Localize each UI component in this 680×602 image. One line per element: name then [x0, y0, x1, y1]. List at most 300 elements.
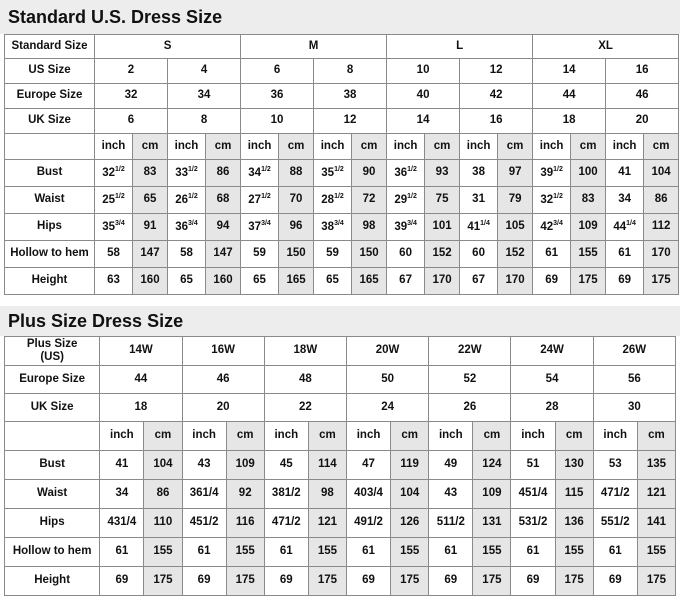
- inch-whole: 60: [399, 247, 412, 260]
- cm-value: 72: [352, 187, 387, 214]
- inch-fraction: 1/4: [626, 219, 636, 227]
- size-group-header-row: [5, 35, 679, 59]
- unit-inch-header: inch: [511, 422, 555, 451]
- inch-fraction: 3/4: [334, 219, 344, 227]
- inch-whole: 61: [618, 247, 631, 260]
- row-label-line: Plus Size: [26, 337, 78, 350]
- size-value: 34: [168, 84, 241, 109]
- row-label: Hollow to hem: [5, 538, 100, 567]
- inch-whole: 67: [472, 274, 485, 287]
- cm-value: 147: [206, 241, 241, 268]
- unit-inch-header: inch: [182, 422, 226, 451]
- size-value: 14: [533, 59, 606, 84]
- inch-value: 403/4: [346, 480, 390, 509]
- inch-whole: 39: [394, 220, 408, 233]
- unit-cm-header: cm: [555, 422, 593, 451]
- cm-value: 155: [226, 538, 264, 567]
- unit-inch-header: inch: [387, 134, 425, 160]
- cm-value: 100: [571, 160, 606, 187]
- row-label: UK Size: [5, 109, 95, 134]
- inch-whole: 28: [321, 193, 335, 206]
- inch-whole: 63: [107, 274, 120, 287]
- unit-inch-header: inch: [593, 422, 637, 451]
- cm-value: 98: [352, 214, 387, 241]
- cm-value: 155: [555, 538, 593, 567]
- cm-value: 93: [425, 160, 460, 187]
- size-value: 2: [95, 59, 168, 84]
- inch-value: [460, 160, 498, 187]
- inch-fraction: 1/4: [480, 219, 490, 227]
- inch-value: 69: [593, 567, 637, 596]
- inch-value: 471/2: [593, 480, 637, 509]
- cm-value: 83: [133, 160, 168, 187]
- inch-value: [606, 241, 644, 268]
- inch-fraction: 1/2: [407, 165, 417, 173]
- inch-value: [606, 268, 644, 295]
- inch-value: 381/2: [264, 480, 308, 509]
- cm-value: 91: [133, 214, 168, 241]
- inch-value: [168, 160, 206, 187]
- unit-cm-header: cm: [226, 422, 264, 451]
- inch-whole: 69: [618, 274, 631, 287]
- inch-value: 451/2: [182, 509, 226, 538]
- size-value: 28: [511, 394, 593, 422]
- inch-value: [241, 241, 279, 268]
- inch-whole: 41: [467, 220, 481, 233]
- measurement-row: [5, 268, 679, 295]
- measurement-row: [5, 509, 676, 538]
- inch-value: [314, 241, 352, 268]
- inch-whole: 37: [248, 220, 262, 233]
- cm-value: 165: [279, 268, 314, 295]
- inch-value: [241, 187, 279, 214]
- cm-value: 65: [133, 187, 168, 214]
- cm-value: 115: [555, 480, 593, 509]
- size-value: 10: [241, 109, 314, 134]
- inch-value: 53: [593, 451, 637, 480]
- size-value: 46: [182, 366, 264, 394]
- row-label: Bust: [5, 160, 95, 187]
- row-label: Height: [5, 567, 100, 596]
- measurement-row: [5, 538, 676, 567]
- inch-value: [95, 214, 133, 241]
- cm-value: 83: [571, 187, 606, 214]
- cm-value: 86: [206, 160, 241, 187]
- cm-value: 121: [308, 509, 346, 538]
- inch-value: 45: [264, 451, 308, 480]
- unit-cm-header: cm: [308, 422, 346, 451]
- inch-value: 69: [100, 567, 144, 596]
- unit-cm-header: cm: [571, 134, 606, 160]
- cm-value: 175: [391, 567, 429, 596]
- cm-value: 109: [473, 480, 511, 509]
- inch-fraction: 1/2: [334, 192, 344, 200]
- size-value: 54: [511, 366, 593, 394]
- inch-value: 61: [100, 538, 144, 567]
- measurement-row: [5, 241, 679, 268]
- inch-value: [387, 241, 425, 268]
- inch-value: [168, 214, 206, 241]
- row-label: Hips: [5, 509, 100, 538]
- row-label: Height: [5, 268, 95, 295]
- measurement-row: [5, 480, 676, 509]
- cm-value: 105: [498, 214, 533, 241]
- row-label-line: (US): [40, 351, 64, 363]
- inch-whole: 32: [102, 166, 116, 179]
- size-value: 8: [314, 59, 387, 84]
- cm-value: 86: [144, 480, 182, 509]
- inch-value: [533, 268, 571, 295]
- plus-size-header-row: [5, 337, 676, 366]
- inch-value: [606, 214, 644, 241]
- cm-value: 88: [279, 160, 314, 187]
- row-label: Bust: [5, 451, 100, 480]
- size-value: 18: [100, 394, 182, 422]
- inch-whole: 32: [540, 193, 554, 206]
- inch-whole: 26: [175, 193, 189, 206]
- unit-inch-header: inch: [533, 134, 571, 160]
- cm-value: 110: [144, 509, 182, 538]
- cm-value: 155: [571, 241, 606, 268]
- inch-whole: 38: [472, 166, 485, 179]
- inch-whole: 27: [248, 193, 262, 206]
- inch-whole: 41: [618, 166, 631, 179]
- plus-size-24w: 24W: [511, 337, 593, 366]
- unit-cm-header: cm: [391, 422, 429, 451]
- cm-value: 104: [144, 451, 182, 480]
- unit-inch-header: inch: [264, 422, 308, 451]
- cm-value: 175: [555, 567, 593, 596]
- size-value: 6: [95, 109, 168, 134]
- inch-value: [533, 241, 571, 268]
- row-label: Europe Size: [5, 84, 95, 109]
- inch-value: [314, 214, 352, 241]
- inch-fraction: 1/2: [261, 165, 271, 173]
- size-value: 12: [314, 109, 387, 134]
- inch-whole: 33: [175, 166, 189, 179]
- unit-inch-header: inch: [100, 422, 144, 451]
- row-label-empty: [5, 422, 100, 451]
- row-label: [5, 337, 100, 366]
- size-value: 12: [460, 59, 533, 84]
- unit-cm-header: cm: [144, 422, 182, 451]
- cm-value: 112: [644, 214, 679, 241]
- cm-value: 155: [391, 538, 429, 567]
- size-value: 20: [606, 109, 679, 134]
- inch-value: 69: [182, 567, 226, 596]
- cm-value: 141: [637, 509, 675, 538]
- cm-value: 86: [644, 187, 679, 214]
- inch-value: [95, 268, 133, 295]
- inch-value: 531/2: [511, 509, 555, 538]
- inch-value: 61: [511, 538, 555, 567]
- inch-value: 49: [429, 451, 473, 480]
- cm-value: 155: [144, 538, 182, 567]
- unit-inch-header: inch: [241, 134, 279, 160]
- cm-value: 175: [473, 567, 511, 596]
- row-label: Europe Size: [5, 366, 100, 394]
- inch-value: [95, 160, 133, 187]
- cm-value: 147: [133, 241, 168, 268]
- cm-value: 170: [425, 268, 460, 295]
- cm-value: 104: [391, 480, 429, 509]
- row-label: Standard Size: [5, 35, 95, 59]
- unit-cm-header: cm: [279, 134, 314, 160]
- unit-cm-header: cm: [637, 422, 675, 451]
- row-label-empty: [5, 134, 95, 160]
- inch-value: 511/2: [429, 509, 473, 538]
- inch-value: 43: [429, 480, 473, 509]
- inch-whole: 60: [472, 247, 485, 260]
- inch-value: 47: [346, 451, 390, 480]
- cm-value: 109: [226, 451, 264, 480]
- inch-value: [168, 187, 206, 214]
- size-value: 32: [95, 84, 168, 109]
- inch-fraction: 1/2: [553, 192, 563, 200]
- unit-cm-header: cm: [133, 134, 168, 160]
- unit-header-row: [5, 422, 676, 451]
- inch-value: 361/4: [182, 480, 226, 509]
- inch-value: 61: [429, 538, 473, 567]
- inch-value: 51: [511, 451, 555, 480]
- inch-value: 43: [182, 451, 226, 480]
- inch-whole: 69: [545, 274, 558, 287]
- size-value: 6: [241, 59, 314, 84]
- size-value: 50: [346, 366, 428, 394]
- size-value: 44: [100, 366, 182, 394]
- cm-value: 96: [279, 214, 314, 241]
- inch-fraction: 3/4: [407, 219, 417, 227]
- inch-whole: 67: [399, 274, 412, 287]
- cm-value: 175: [644, 268, 679, 295]
- cm-value: 79: [498, 187, 533, 214]
- size-group-m: M: [241, 35, 387, 59]
- cm-value: 109: [571, 214, 606, 241]
- inch-value: [606, 160, 644, 187]
- cm-value: 150: [279, 241, 314, 268]
- inch-value: [460, 241, 498, 268]
- measurement-row: [5, 567, 676, 596]
- inch-value: 61: [182, 538, 226, 567]
- cm-value: 155: [473, 538, 511, 567]
- measurement-row: [5, 214, 679, 241]
- inch-whole: 58: [180, 247, 193, 260]
- inch-value: 61: [346, 538, 390, 567]
- cm-value: 175: [226, 567, 264, 596]
- cm-value: 150: [352, 241, 387, 268]
- inch-whole: 61: [545, 247, 558, 260]
- inch-whole: 42: [540, 220, 554, 233]
- inch-whole: 35: [321, 166, 335, 179]
- inch-whole: 34: [618, 193, 631, 206]
- size-value: 52: [429, 366, 511, 394]
- inch-value: [95, 187, 133, 214]
- size-value: 16: [460, 109, 533, 134]
- size-conversion-row: [5, 59, 679, 84]
- inch-value: 69: [346, 567, 390, 596]
- inch-value: 471/2: [264, 509, 308, 538]
- unit-inch-header: inch: [314, 134, 352, 160]
- inch-value: 451/4: [511, 480, 555, 509]
- inch-value: 61: [264, 538, 308, 567]
- cm-value: 175: [144, 567, 182, 596]
- cm-value: 119: [391, 451, 429, 480]
- cm-value: 170: [644, 241, 679, 268]
- cm-value: 121: [637, 480, 675, 509]
- size-value: 46: [606, 84, 679, 109]
- inch-value: 34: [100, 480, 144, 509]
- inch-fraction: 1/2: [115, 165, 125, 173]
- cm-value: 130: [555, 451, 593, 480]
- unit-inch-header: inch: [168, 134, 206, 160]
- inch-value: 41: [100, 451, 144, 480]
- size-value: 36: [241, 84, 314, 109]
- inch-whole: 38: [321, 220, 335, 233]
- inch-value: [387, 160, 425, 187]
- inch-whole: 25: [102, 193, 116, 206]
- cm-value: 126: [391, 509, 429, 538]
- inch-value: [241, 268, 279, 295]
- inch-whole: 36: [175, 220, 189, 233]
- inch-value: [606, 187, 644, 214]
- inch-whole: 58: [107, 247, 120, 260]
- cm-value: 175: [637, 567, 675, 596]
- inch-whole: 35: [102, 220, 116, 233]
- cm-value: 104: [644, 160, 679, 187]
- inch-whole: 39: [540, 166, 554, 179]
- size-value: 10: [387, 59, 460, 84]
- inch-value: [533, 214, 571, 241]
- cm-value: 160: [206, 268, 241, 295]
- cm-value: 131: [473, 509, 511, 538]
- measurement-row: [5, 187, 679, 214]
- cm-value: 175: [308, 567, 346, 596]
- inch-whole: 65: [253, 274, 266, 287]
- inch-value: [314, 268, 352, 295]
- cm-value: 165: [352, 268, 387, 295]
- inch-whole: 36: [394, 166, 408, 179]
- inch-whole: 65: [326, 274, 339, 287]
- inch-whole: 44: [613, 220, 627, 233]
- inch-value: [460, 187, 498, 214]
- inch-fraction: 1/2: [261, 192, 271, 200]
- plus-size-14w: 14W: [100, 337, 182, 366]
- inch-value: [533, 160, 571, 187]
- cm-value: 175: [571, 268, 606, 295]
- inch-value: 491/2: [346, 509, 390, 538]
- unit-cm-header: cm: [425, 134, 460, 160]
- measurement-row: [5, 451, 676, 480]
- inch-whole: 29: [394, 193, 408, 206]
- inch-whole: 34: [248, 166, 262, 179]
- size-conversion-row: [5, 394, 676, 422]
- unit-cm-header: cm: [352, 134, 387, 160]
- cm-value: 101: [425, 214, 460, 241]
- inch-value: 431/4: [100, 509, 144, 538]
- cm-value: 75: [425, 187, 460, 214]
- size-value: 48: [264, 366, 346, 394]
- size-group-xl: XL: [533, 35, 679, 59]
- row-label: Waist: [5, 480, 100, 509]
- size-group-s: S: [95, 35, 241, 59]
- inch-value: [314, 160, 352, 187]
- inch-value: [387, 214, 425, 241]
- unit-inch-header: inch: [95, 134, 133, 160]
- size-value: 38: [314, 84, 387, 109]
- size-conversion-row: [5, 84, 679, 109]
- inch-value: [241, 214, 279, 241]
- inch-value: [95, 241, 133, 268]
- inch-whole: 65: [180, 274, 193, 287]
- cm-value: 155: [637, 538, 675, 567]
- size-conversion-row: [5, 109, 679, 134]
- inch-value: 551/2: [593, 509, 637, 538]
- unit-cm-header: cm: [473, 422, 511, 451]
- size-value: 16: [606, 59, 679, 84]
- unit-inch-header: inch: [429, 422, 473, 451]
- cm-value: 116: [226, 509, 264, 538]
- inch-value: [387, 187, 425, 214]
- plus-size-26w: 26W: [593, 337, 675, 366]
- inch-whole: 59: [253, 247, 266, 260]
- inch-whole: 31: [472, 193, 485, 206]
- row-label: US Size: [5, 59, 95, 84]
- inch-fraction: 1/2: [188, 192, 198, 200]
- inch-value: 69: [511, 567, 555, 596]
- unit-header-row: [5, 134, 679, 160]
- size-group-l: L: [387, 35, 533, 59]
- size-value: 24: [346, 394, 428, 422]
- row-label: Waist: [5, 187, 95, 214]
- plus-size-16w: 16W: [182, 337, 264, 366]
- size-value: 44: [533, 84, 606, 109]
- inch-fraction: 3/4: [261, 219, 271, 227]
- cm-value: 97: [498, 160, 533, 187]
- inch-value: 69: [429, 567, 473, 596]
- inch-value: 61: [593, 538, 637, 567]
- inch-value: [314, 187, 352, 214]
- standard-size-title: Standard U.S. Dress Size: [0, 0, 680, 34]
- cm-value: 70: [279, 187, 314, 214]
- unit-cm-header: cm: [644, 134, 679, 160]
- inch-value: [460, 214, 498, 241]
- size-value: 26: [429, 394, 511, 422]
- inch-fraction: 1/2: [407, 192, 417, 200]
- inch-fraction: 3/4: [115, 219, 125, 227]
- cm-value: 152: [425, 241, 460, 268]
- standard-size-table: [4, 34, 679, 295]
- plus-size-title: Plus Size Dress Size: [0, 306, 680, 336]
- inch-value: [460, 268, 498, 295]
- cm-value: 68: [206, 187, 241, 214]
- inch-value: [241, 160, 279, 187]
- inch-value: [168, 268, 206, 295]
- row-label: Hollow to hem: [5, 241, 95, 268]
- size-value: 30: [593, 394, 675, 422]
- measurement-row: [5, 160, 679, 187]
- row-label: Hips: [5, 214, 95, 241]
- size-value: 4: [168, 59, 241, 84]
- plus-size-table: [4, 336, 676, 596]
- size-value: 14: [387, 109, 460, 134]
- unit-inch-header: inch: [346, 422, 390, 451]
- inch-value: 69: [264, 567, 308, 596]
- inch-fraction: 3/4: [553, 219, 563, 227]
- unit-inch-header: inch: [606, 134, 644, 160]
- inch-value: [168, 241, 206, 268]
- size-value: 22: [264, 394, 346, 422]
- plus-size-22w: 22W: [429, 337, 511, 366]
